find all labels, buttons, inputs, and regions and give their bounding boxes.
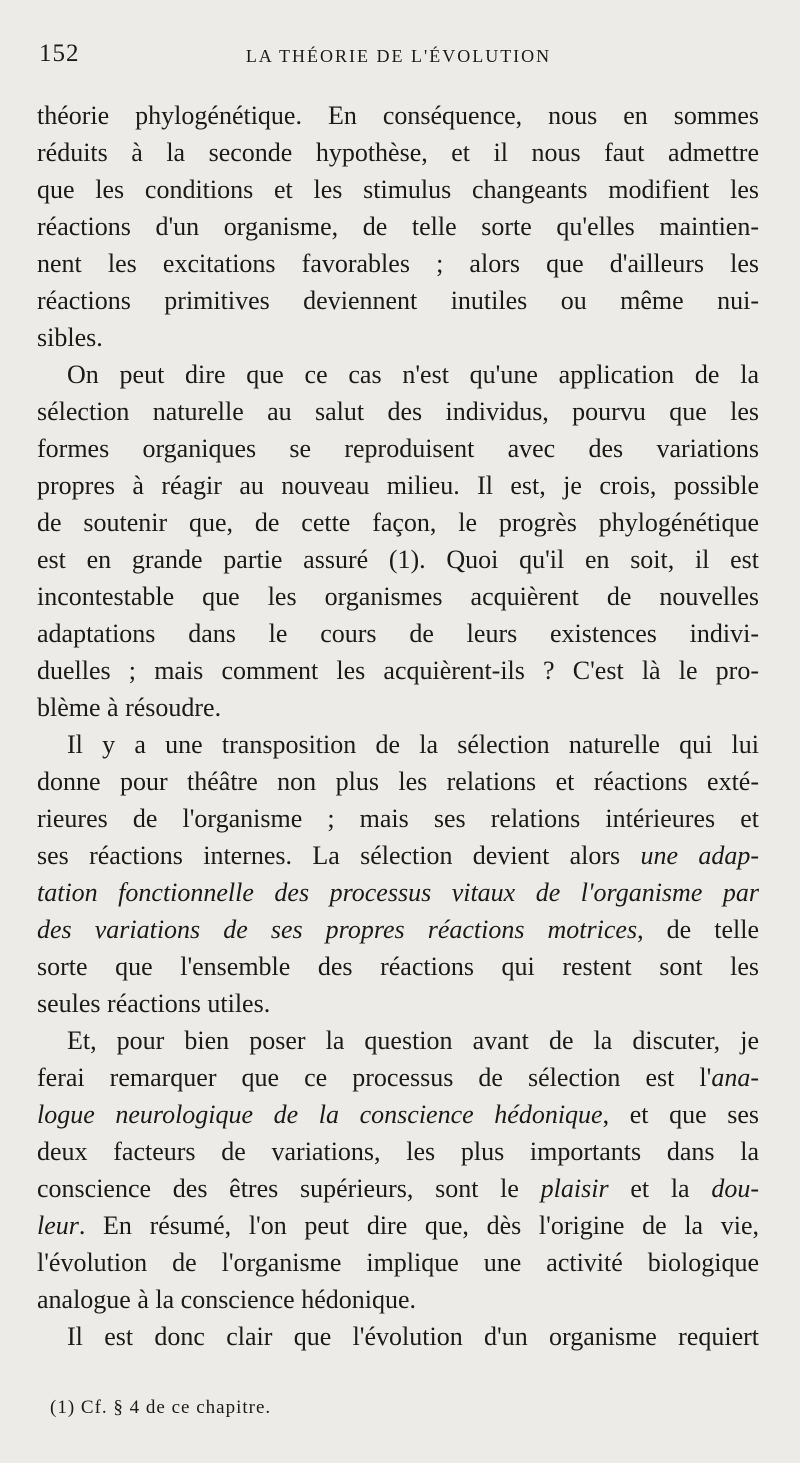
text-line: sibles. bbox=[37, 323, 103, 352]
running-head bbox=[37, 40, 760, 70]
text-line: réactions d'un organisme, de telle sorte qu'elles maintien- bbox=[37, 212, 759, 241]
footnote: (1) Cf. § 4 de ce chapitre. bbox=[50, 1397, 272, 1418]
text-line: réactions primitives deviennent inutiles ou même nui- bbox=[37, 286, 759, 315]
text-line: analogue à la conscience hédonique. bbox=[37, 1285, 416, 1314]
text-line bbox=[37, 1059, 759, 1096]
text-line: formes organiques se reproduisent avec des variations bbox=[37, 434, 759, 463]
paragraph bbox=[37, 1022, 759, 1318]
text-line: que les conditions et les stimulus changeants modifient les bbox=[37, 175, 759, 204]
text-line: théorie phylogénétique. En conséquence, nous en sommes bbox=[37, 101, 759, 130]
text-line bbox=[37, 1096, 759, 1133]
body-text bbox=[37, 97, 759, 1355]
page-number: 152 bbox=[39, 40, 80, 67]
italic-run: logue neurologique de la conscience hédonique bbox=[37, 1100, 603, 1129]
paragraph bbox=[37, 97, 759, 356]
text-line bbox=[37, 874, 759, 911]
text-line: rieures de l'organisme ; mais ses relations intérieures et bbox=[37, 804, 759, 833]
text-line: blème à résoudre. bbox=[37, 693, 222, 722]
text-line: deux facteurs de variations, les plus importants dans la bbox=[37, 1137, 759, 1166]
text-line bbox=[37, 837, 759, 874]
italic-run: dou- bbox=[711, 1174, 760, 1203]
text-run: et la bbox=[608, 1174, 712, 1203]
text-line bbox=[37, 1207, 759, 1244]
text-line: duelles ; mais comment les acquièrent-ils ? C'est là le pro- bbox=[37, 656, 759, 685]
paragraph bbox=[37, 356, 759, 726]
text-line: sorte que l'ensemble des réactions qui restent sont les bbox=[37, 952, 759, 981]
italic-run: tation fonctionnelle des processus vitaux de l'organisme par bbox=[37, 878, 759, 907]
text-run: ses réactions internes. La sélection devient alors bbox=[37, 841, 641, 870]
italic-run: des variations de ses propres réactions motrices bbox=[37, 915, 638, 944]
paragraph bbox=[37, 726, 759, 1022]
text-run: , et que ses bbox=[602, 1100, 759, 1129]
text-line: seules réactions utiles. bbox=[37, 989, 271, 1018]
text-line: incontestable que les organismes acquièrent de nouvelles bbox=[37, 582, 759, 611]
text-line: Il y a une transposition de la sélection naturelle qui lui bbox=[67, 730, 759, 759]
text-line: Et, pour bien poser la question avant de la discuter, je bbox=[67, 1026, 759, 1055]
italic-run: une adap- bbox=[640, 841, 759, 870]
text-line: réduits à la seconde hypothèse, et il nous faut admettre bbox=[37, 138, 759, 167]
text-run: , de telle bbox=[637, 915, 759, 944]
text-line: On peut dire que ce cas n'est qu'une application de la bbox=[67, 360, 759, 389]
paragraph bbox=[37, 1318, 759, 1355]
text-line: donne pour théâtre non plus les relations et réactions exté- bbox=[37, 767, 759, 796]
text-line: nent les excitations favorables ; alors que d'ailleurs les bbox=[37, 249, 759, 278]
text-line bbox=[37, 911, 759, 948]
text-line bbox=[37, 1170, 759, 1207]
text-run: conscience des êtres supérieurs, sont le bbox=[37, 1174, 541, 1203]
running-title: LA THÉORIE DE L'ÉVOLUTION bbox=[245, 46, 552, 66]
italic-run: plaisir bbox=[540, 1174, 609, 1203]
text-line: de soutenir que, de cette façon, le progrès phylogénétique bbox=[37, 508, 759, 537]
text-line: est en grande partie assuré (1). Quoi qu'il en soit, il est bbox=[37, 545, 759, 574]
text-run: ferai remarquer que ce processus de sélection est l' bbox=[37, 1063, 712, 1092]
text-line: Il est donc clair que l'évolution d'un organisme requiert bbox=[67, 1322, 759, 1351]
text-line: sélection naturelle au salut des individus, pourvu que les bbox=[37, 397, 759, 426]
text-line: propres à réagir au nouveau milieu. Il est, je crois, possible bbox=[37, 471, 759, 500]
text-line: adaptations dans le cours de leurs existences indivi- bbox=[37, 619, 759, 648]
italic-run: leur bbox=[37, 1211, 79, 1240]
text-run: . En résumé, l'on peut dire que, dès l'origine de la vie, bbox=[78, 1211, 759, 1240]
italic-run: ana- bbox=[711, 1063, 759, 1092]
text-line: l'évolution de l'organisme implique une activité biologique bbox=[37, 1248, 759, 1277]
